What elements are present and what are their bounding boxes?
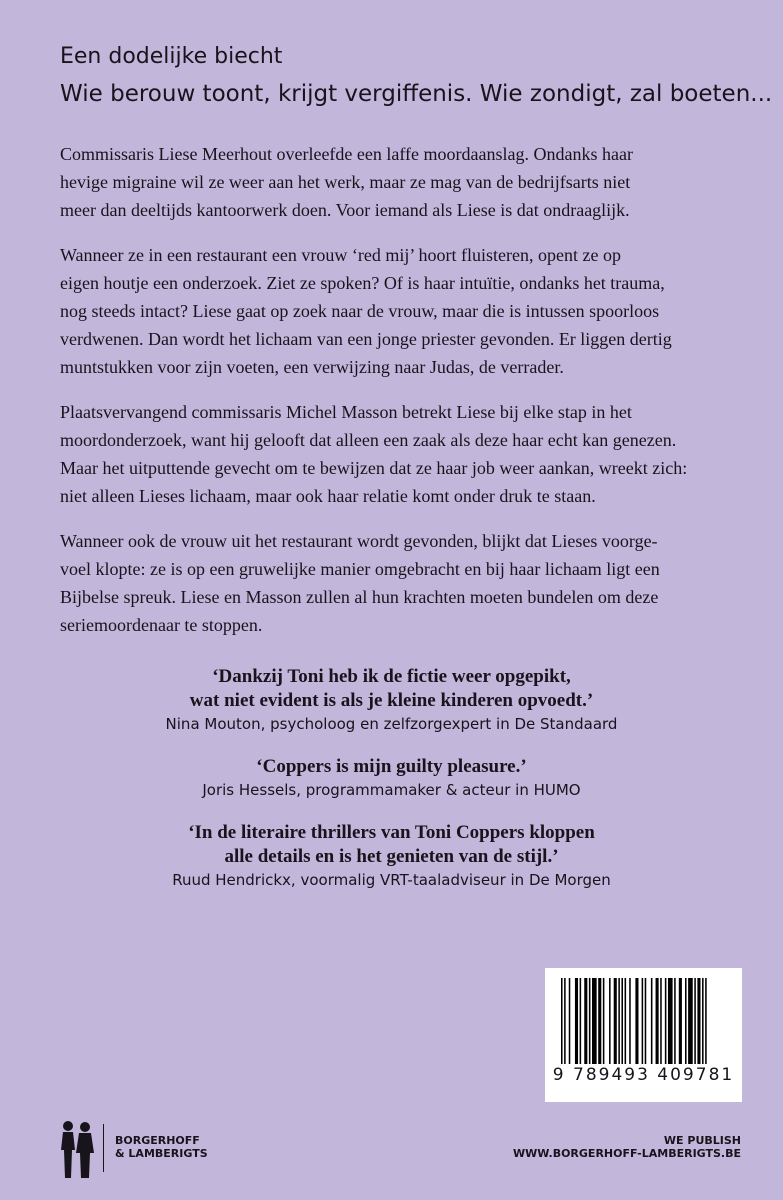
barcode-bars — [559, 978, 729, 1064]
blurb-line: Wanneer ze in een restaurant een vrouw ‘red mij’ hoort fluisteren, opent ze op — [60, 245, 621, 265]
publisher-name — [115, 1134, 208, 1160]
tagline-line: WE PUBLISH — [663, 1134, 741, 1147]
quote-line: ‘Dankzij Toni heb ik de fictie weer opgepikt, — [212, 666, 571, 687]
website-url: WWW.BORGERHOFF-LAMBERIGTS.BE — [513, 1147, 741, 1160]
review-quote — [40, 821, 743, 891]
blurb-line: nog steeds intact? Liese gaat op zoek naar de vrouw, maar die is intussen spoorloos — [60, 301, 660, 321]
blurb — [60, 140, 728, 656]
quote-line: ‘Coppers is mijn guilty pleasure.’ — [256, 756, 527, 777]
quote-line: wat niet evident is als je kleine kinderen opvoedt.’ — [189, 690, 594, 711]
blurb-line: muntstukken voor zijn voeten, een verwijzing naar Judas, de verrader. — [60, 357, 564, 377]
quote-line: alle details en is het genieten van de stijl.’ — [224, 846, 559, 867]
blurb-paragraph — [60, 140, 728, 224]
publisher-logo-icon — [55, 1118, 105, 1180]
publisher-line: BORGERHOFF — [115, 1134, 200, 1147]
blurb-paragraph — [60, 527, 728, 639]
isbn-number: 9 789493 409781 — [552, 1065, 735, 1085]
blurb-line: Wanneer ook de vrouw uit het restaurant wordt gevonden, blijkt dat Lieses voorge- — [60, 531, 658, 551]
blurb-line: niet alleen Lieses lichaam, maar ook haar relatie komt onder druk te staan. — [60, 486, 596, 506]
headline — [60, 42, 773, 110]
blurb-line: Commissaris Liese Meerhout overleefde een laffe moordaanslag. Ondanks haar — [60, 144, 633, 164]
blurb-line: moordonderzoek, want hij gelooft dat alleen een zaak als deze haar echt kan genezen. — [60, 430, 677, 450]
publisher-tagline — [513, 1134, 741, 1160]
blurb-line: hevige migraine wil ze weer aan het werk, maar ze mag van de bedrijfsarts niet — [60, 172, 631, 192]
blurb-line: Maar het uitputtende gevecht om te bewijzen dat ze haar job weer aankan, wreekt zich: — [60, 458, 688, 478]
quote-source: Ruud Hendrickx, voormalig VRT-taaladviseur in De Morgen — [172, 871, 611, 889]
blurb-paragraph — [60, 241, 728, 381]
cover-title: Een dodelijke biecht — [60, 44, 283, 69]
blurb-line: voel klopte: ze is op een gruwelijke manier omgebracht en bij haar lichaam ligt een — [60, 559, 660, 579]
cover-subtitle: Wie berouw toont, krijgt vergiffenis. Wie zondigt, zal boeten... — [60, 81, 773, 107]
blurb-line: Plaatsvervangend commissaris Michel Masson betrekt Liese bij elke stap in het — [60, 402, 632, 422]
blurb-line: Bijbelse spreuk. Liese en Masson zullen al hun krachten moeten bundelen om deze — [60, 587, 659, 607]
review-quote — [40, 665, 743, 735]
quote-line: ‘In de literaire thrillers van Toni Coppers kloppen — [188, 822, 595, 843]
blurb-line: verdwenen. Dan wordt het lichaam van een jonge priester gevonden. Er liggen dertig — [60, 329, 672, 349]
blurb-line: eigen houtje een onderzoek. Ziet ze spoken? Of is haar intuïtie, ondanks het trauma, — [60, 273, 665, 293]
blurb-line: meer dan deeltijds kantoorwerk doen. Voor iemand als Liese is dat ondraaglijk. — [60, 200, 630, 220]
logo-divider — [103, 1124, 104, 1172]
blurb-line: seriemoordenaar te stoppen. — [60, 615, 263, 635]
quote-source: Nina Mouton, psycholoog en zelfzorgexpert in De Standaard — [165, 715, 618, 733]
review-quote — [40, 755, 743, 801]
review-quotes — [40, 665, 743, 911]
isbn-barcode — [545, 968, 742, 1102]
publisher-line: & LAMBERIGTS — [115, 1147, 208, 1160]
quote-source: Joris Hessels, programmamaker & acteur in HUMO — [202, 781, 581, 799]
blurb-paragraph — [60, 398, 728, 510]
